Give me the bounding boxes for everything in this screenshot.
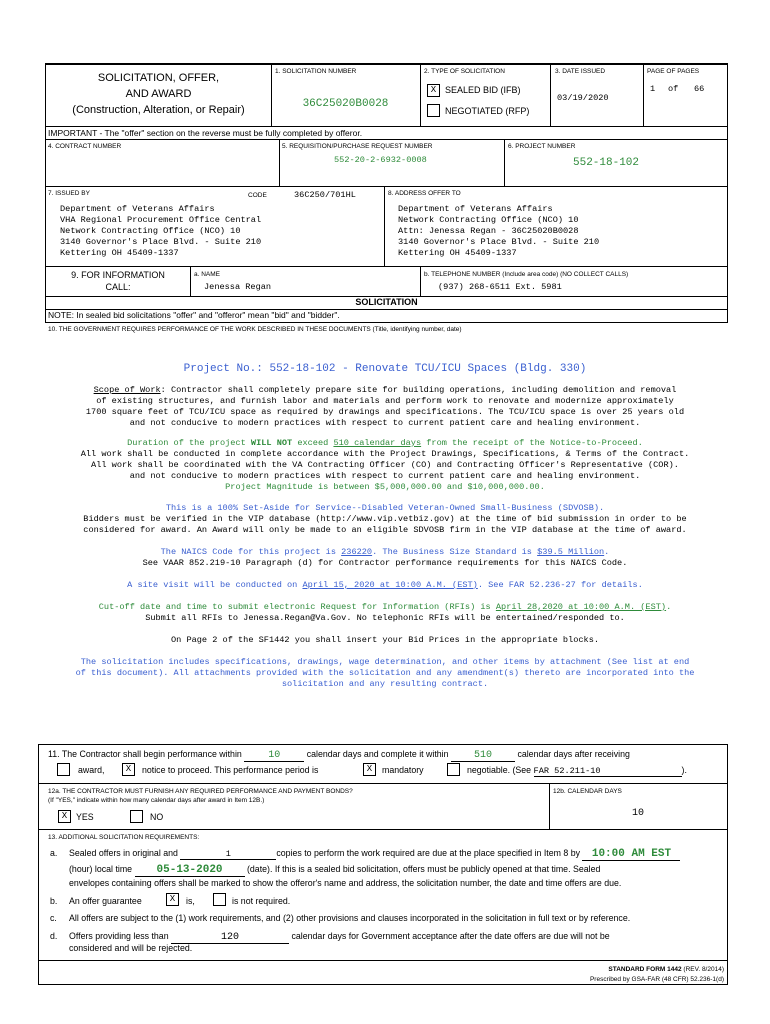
bonds-yes-label: YES (76, 812, 94, 822)
code-value[interactable]: 36C250/701HL (294, 190, 356, 200)
item-13b-letter: b. (50, 896, 58, 906)
item-13a-text: copies to perform the work required are due at the place specified in Item 8 by (276, 848, 581, 858)
page-of-pages-label: PAGE OF PAGES (647, 68, 700, 75)
scope-of-work (30, 385, 740, 429)
item-13a-line-3: envelopes containing offers shall be marked to show the offeror's name and address, the solicitation number, the date and time offers are due. (69, 878, 622, 888)
project-title: Project No.: 552-18-102 - Renovate TCU/ICU Spaces (Bldg. 330) (183, 363, 587, 375)
address-offer-to-label: 8. ADDRESS OFFER TO (388, 190, 461, 197)
negotiable-text: negotiable. (See (467, 765, 532, 775)
name-label: a. NAME (194, 271, 221, 278)
item-13d-letter: d. (50, 931, 58, 941)
offer-guarantee-label: An offer guarantee (69, 896, 142, 906)
project-number-value[interactable]: 552-18-102 (573, 157, 640, 169)
item-13c-text: All offers are subject to the (1) work requirements, and (2) other provisions and clauses incorporated in the solicitation in full text or by reference. (69, 913, 631, 923)
mandatory-label: mandatory (382, 765, 424, 775)
rfi-text: . (666, 602, 672, 612)
notice-to-proceed-label: notice to proceed. This performance period is (142, 765, 319, 775)
guarantee-is-label: is, (186, 896, 195, 906)
form-title (46, 70, 271, 118)
attachments-line: solicitation and any resulting contract. (281, 679, 489, 689)
rfi-text: Cut-off date and time to submit electronic Request for Information (RFIs) is (98, 602, 496, 612)
attachments-paragraph (30, 657, 740, 690)
item-10-label: 10. THE GOVERNMENT REQUIRES PERFORMANCE OF THE WORK DESCRIBED IN THESE DOCUMENTS (Title, identifying number, date) (48, 326, 462, 333)
scope-line: and not conducive to modern practices with respect to current patient care and healing environment. (129, 418, 641, 428)
top-border (45, 63, 728, 65)
far-reference-field[interactable]: FAR 52.211-10 (534, 766, 682, 777)
page-number: 1 (650, 84, 656, 94)
attachments-line: The solicitation includes specifications, drawings, wage determination, and other items by attachment (See list at end (80, 657, 690, 667)
calendar-days-value[interactable]: 10 (632, 808, 645, 819)
item-13a-text: (hour) local time (69, 864, 133, 874)
page-total: 66 (694, 84, 705, 94)
requisition-number-label: 5. REQUISITION/PURCHASE REQUEST NUMBER (282, 143, 433, 150)
issued-by-address (60, 204, 261, 259)
item-13d-line-2: considered and will be rejected. (69, 943, 193, 953)
duration-line: and not conducive to modern practices with respect to current patient care and healing environment. (129, 471, 641, 481)
negotiable-label (467, 765, 687, 777)
acceptance-days-field[interactable]: 120 (171, 932, 289, 944)
duration-days: 510 calendar days (333, 438, 422, 448)
solicitation-number-label: 1. SOLICITATION NUMBER (275, 68, 357, 75)
item-13a-line-2 (69, 864, 600, 877)
vip-line: Bidders must be verified in the VIP database (http://www.vip.vetbiz.gov) at the time of bid submission in order to be (83, 514, 687, 524)
item-13-label: 13. ADDITIONAL SOLICITATION REQUIREMENTS: (48, 834, 200, 841)
item-11-text: 11. The Contractor shall begin performance within (48, 749, 242, 759)
date-issued-label: 3. DATE ISSUED (555, 68, 606, 75)
info-call-label (48, 269, 188, 293)
contact-name[interactable]: Jenessa Regan (204, 282, 272, 292)
scope-line: of existing structures, and furnish labor and materials and perform work to renovate and modernize approximately (96, 396, 674, 406)
info-label-line-1: 9. FOR INFORMATION (71, 270, 165, 280)
site-visit-line (30, 580, 740, 591)
guarantee-is-not-label: is not required. (232, 896, 291, 906)
bonds-no-label: NO (150, 812, 164, 822)
solicitation-heading: SOLICITATION (355, 297, 418, 307)
offer-to-line: Kettering OH 45409-1337 (398, 248, 517, 258)
page2-paragraph (30, 635, 740, 646)
notice-to-proceed-checkbox[interactable]: X (122, 763, 135, 776)
set-aside-paragraph (30, 503, 740, 536)
code-label: CODE (248, 192, 267, 199)
issued-by-line: Department of Veterans Affairs (60, 204, 215, 214)
bid-note: NOTE: In sealed bid solicitations "offer" and "offeror" mean "bid" and "bidder". (48, 310, 340, 320)
issued-by-line: 3140 Governor's Place Blvd. - Suite 210 (60, 237, 262, 247)
site-visit-text: . See FAR 52.236-27 for details. (477, 580, 643, 590)
sealed-bid-label: SEALED BID (IFB) (445, 85, 521, 95)
telephone-value[interactable]: (937) 268-6511 Ext. 5981 (438, 282, 562, 292)
duration-text: from the receipt of the Notice-to-Proceed. (421, 438, 643, 448)
sealed-bid-checkbox[interactable]: X (427, 84, 440, 97)
title-line-3: (Construction, Alteration, or Repair) (72, 104, 245, 116)
item-13a-text: (date). If this is a sealed bid solicitation, offers must be publicly opened at that time. Sealed (246, 864, 601, 874)
scope-line: : Contractor shall completely prepare site for building operations, including demolition and removal (160, 385, 677, 395)
duration-line: All work shall be conducted in complete accordance with the Project Drawings, Specifications, & Terms of the Contract. (80, 449, 690, 459)
telephone-label: b. TELEPHONE NUMBER (Include area code) (NO COLLECT CALLS) (424, 271, 629, 278)
naics-paragraph (30, 547, 740, 569)
negotiable-checkbox[interactable] (447, 763, 460, 776)
offer-due-date-field[interactable]: 05-13-2020 (135, 864, 245, 877)
issued-by-line: VHA Regional Procurement Office Central (60, 215, 262, 225)
bonds-no-checkbox[interactable] (130, 810, 143, 823)
offer-to-line: Network Contracting Office (NCO) 10 (398, 215, 579, 225)
issued-by-line: Network Contracting Office (NCO) 10 (60, 226, 241, 236)
title-line-2: AND AWARD (125, 88, 192, 100)
prescribed-by: Prescribed by GSA-FAR (48 CFR) 52.236-1(d) (589, 976, 724, 983)
solicitation-number-value[interactable]: 36C25020B0028 (302, 98, 389, 110)
duration-line: All work shall be coordinated with the VA Contracting Officer (CO) and Contracting Officer's Representative (COR). (91, 460, 679, 470)
attachments-line: of this document). All attachments provided with the solicitation and any amendment(s) thereto are incorporated into the (75, 668, 695, 678)
offer-due-time-field[interactable]: 10:00 AM EST (582, 848, 680, 861)
naics-text: The NAICS Code for this project is (160, 547, 342, 557)
complete-days-field[interactable]: 510 (451, 750, 515, 762)
negotiated-label: NEGOTIATED (RFP) (445, 106, 530, 116)
guarantee-is-not-checkbox[interactable] (213, 893, 226, 906)
date-issued-value[interactable]: 03/19/2020 (557, 93, 609, 103)
right-border (727, 63, 728, 323)
item-13a-letter: a. (50, 848, 58, 858)
item-12a-sublabel: (If "YES," indicate within how many calendar days after award in Item 12B.) (48, 797, 265, 804)
item-13d-text: calendar days for Government acceptance after the date offers are due will not be (291, 931, 610, 941)
rfi-submit-line: Submit all RFIs to Jenessa.Regan@Va.Gov. No telephonic RFIs will be entertained/responded to. (145, 613, 625, 623)
rfi-date: April 28,2020 at 10:00 A.M. (EST) (495, 602, 667, 612)
issued-by-line: Kettering OH 45409-1337 (60, 248, 179, 258)
site-visit-date: April 15, 2020 at 10:00 A.M. (EST) (302, 580, 478, 590)
item-13a-text: Sealed offers in original and (69, 848, 178, 858)
item-13c-letter: c. (50, 913, 57, 923)
scope-line: 1700 square feet of TCU/ICU space as required by drawings and specifications. The TCU/ICU space is over 25 years old (85, 407, 685, 417)
set-aside-line: This is a 100% Set-Aside for Service--Disabled Veteran-Owned Small-Business (SDVOSB). (165, 503, 605, 513)
size-standard: $39.5 Million (537, 547, 605, 557)
offer-to-line: 3140 Governor's Place Blvd. - Suite 210 (398, 237, 600, 247)
duration-paragraph (30, 438, 740, 493)
rfi-paragraph (30, 602, 740, 624)
issued-by-label: 7. ISSUED BY (48, 190, 90, 197)
begin-days-field[interactable]: 10 (244, 750, 304, 762)
contract-number-label: 4. CONTRACT NUMBER (48, 143, 122, 150)
site-visit-text: A site visit will be conducted on (127, 580, 303, 590)
form-revision: (REV. 8/2014) (681, 966, 724, 973)
mandatory-checkbox[interactable]: X (363, 763, 376, 776)
item-12b-label: 12b. CALENDAR DAYS (553, 788, 622, 795)
solicitation-type-label: 2. TYPE OF SOLICITATION (424, 68, 505, 75)
scope-label: Scope of Work (93, 385, 161, 395)
page2-line: On Page 2 of the SF1442 you shall insert your Bid Prices in the appropriate blocks. (170, 635, 600, 645)
project-number-label: 6. PROJECT NUMBER (508, 143, 576, 150)
form-id (440, 966, 724, 973)
project-magnitude: Project Magnitude is between $5,000,000.00 and $10,000,000.00. (225, 482, 545, 492)
negotiable-close: ). (681, 765, 687, 775)
title-line-1: SOLICITATION, OFFER, (97, 72, 220, 84)
bonds-yes-checkbox[interactable]: X (58, 810, 71, 823)
offer-to-line: Department of Veterans Affairs (398, 204, 553, 214)
address-offer-to (398, 204, 599, 259)
award-checkbox[interactable] (57, 763, 70, 776)
item-13d-text: Offers providing less than (69, 931, 169, 941)
page-of-word: of (668, 84, 679, 94)
duration-text: Duration of the project (127, 438, 251, 448)
item-11-text: calendar days after receiving (517, 749, 630, 759)
naics-code: 236220 (341, 547, 373, 557)
copies-field[interactable]: 1 (180, 849, 276, 860)
requisition-number-value[interactable]: 552-20-2-6932-0008 (334, 155, 427, 165)
item-11-line-1 (48, 749, 630, 762)
info-label-line-2: CALL: (105, 282, 131, 292)
guarantee-is-checkbox[interactable]: X (166, 893, 179, 906)
duration-will-not: WILL NOT (250, 438, 293, 448)
duration-text: exceed (292, 438, 334, 448)
award-label: award, (78, 765, 105, 775)
vaar-line: See VAAR 852.219-10 Paragraph (d) for Contractor performance requirements for this NAICS Code. (142, 558, 628, 568)
item-13a-line-1 (69, 848, 680, 861)
vip-line: considered for award. An Award will only be made to an eligible SDVOSB firm in the VIP database at the time of award. (83, 525, 687, 535)
important-notice: IMPORTANT - The "offer" section on the reverse must be fully completed by offeror. (48, 128, 363, 138)
item-11-text: calendar days and complete it within (306, 749, 449, 759)
negotiated-checkbox[interactable] (427, 104, 440, 117)
form-number: STANDARD FORM 1442 (608, 966, 682, 973)
item-12a-label: 12a. THE CONTRACTOR MUST FURNISH ANY REQUIRED PERFORMANCE AND PAYMENT BONDS? (48, 788, 353, 795)
naics-text: . (604, 547, 610, 557)
naics-text: . The Business Size Standard is (372, 547, 538, 557)
offer-to-line: Attn: Jenessa Regan - 36C25020B0028 (398, 226, 579, 236)
